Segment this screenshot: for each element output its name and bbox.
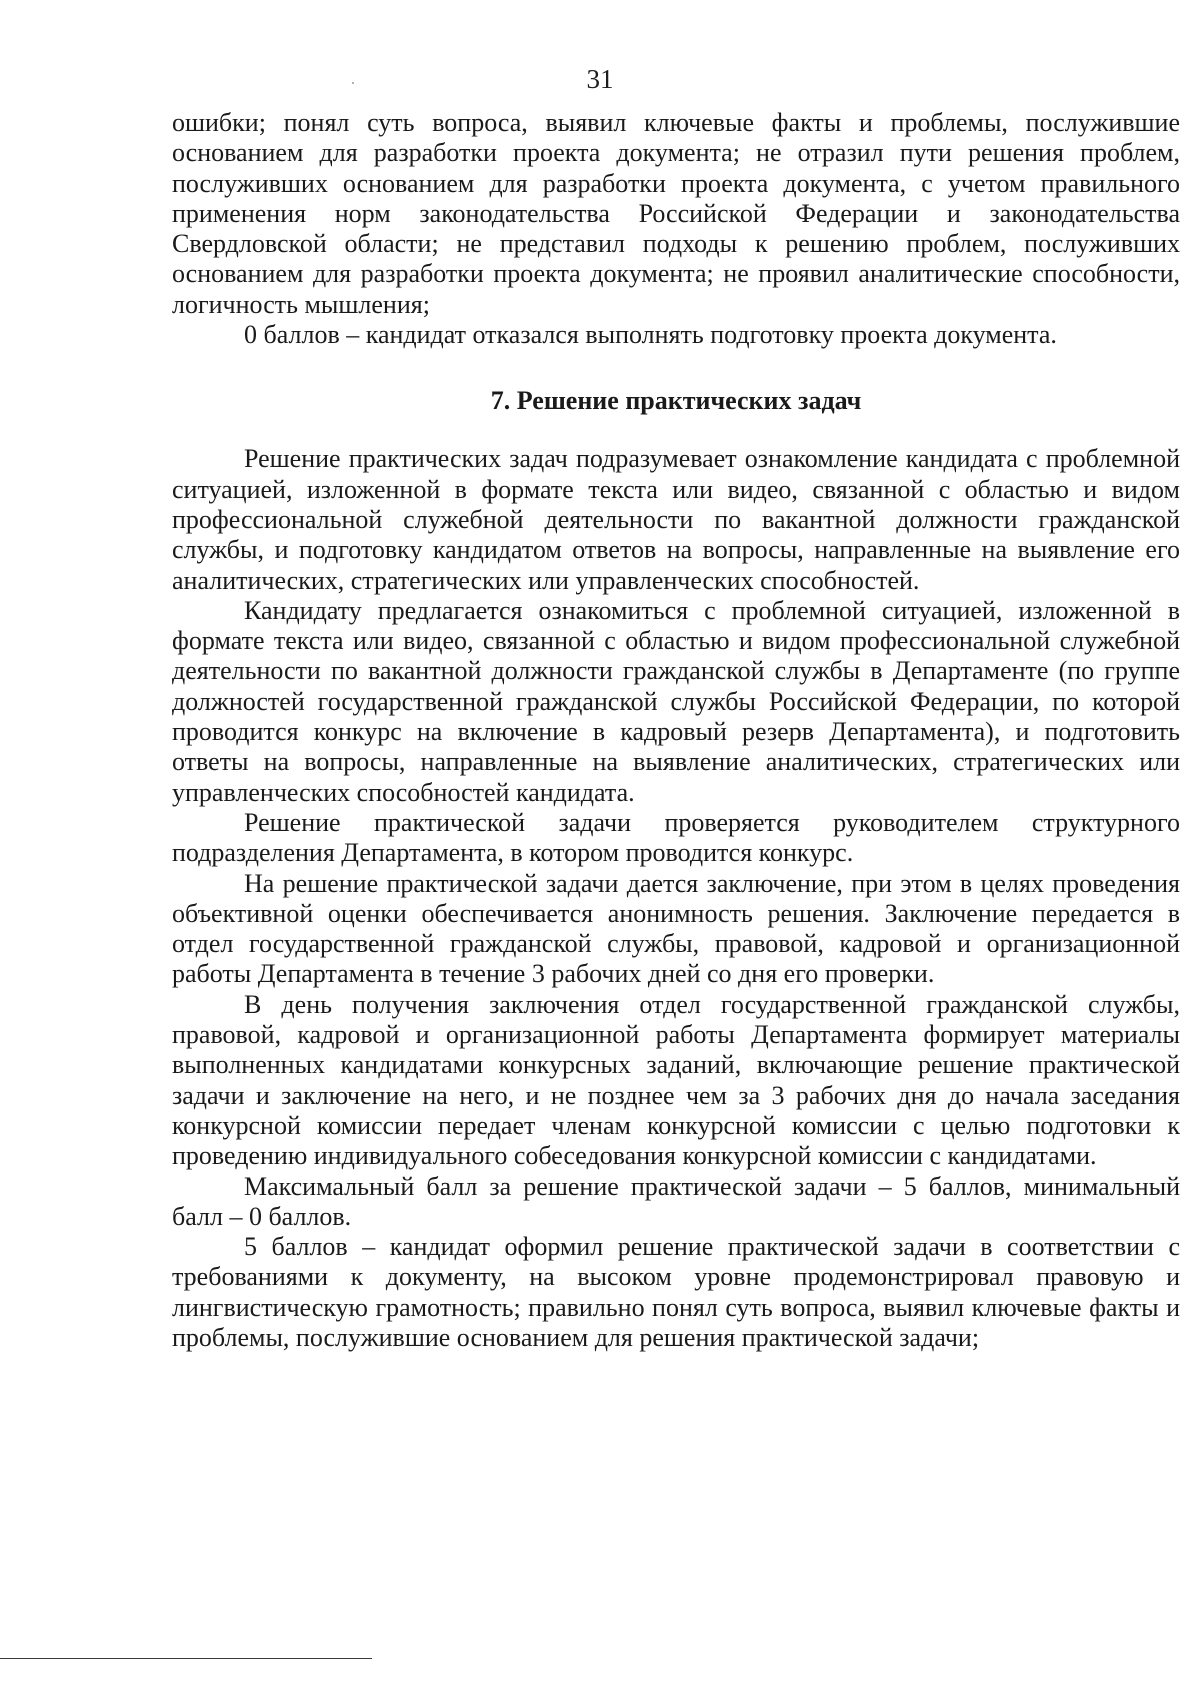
paragraph-five-points: 5 баллов – кандидат оформил решение практической задачи в соответствии с требованиями к документу, на высоком уровне продемонстрировал правовую и лингвистическую грамотность; правильно понял суть вопроса, выявил ключевые факты и проблемы, послужившие основанием для решения практической задачи; <box>172 1232 1180 1352</box>
paragraph-score-range: Максимальный балл за решение практической задачи – 5 баллов, минимальный балл – 0 баллов. <box>172 1171 1180 1231</box>
footer-rule <box>0 1658 372 1659</box>
paragraph-continuation: ошибки; понял суть вопроса, выявил ключевые факты и проблемы, послужившие основанием для разработки проекта документа; не отразил пути решения проблем, послуживших основанием для разработки проекта документа, с учетом правильного применения норм законодательства Российской Федерации и законодательства Свердловской области; не представил подходы к решению проблем, послуживших основанием для разработки проекта документа; не проявил аналитические способности, логичность мышления; <box>172 108 1180 319</box>
paragraph-conclusion: На решение практической задачи дается заключение, при этом в целях проведения объективной оценки обеспечивается анонимность решения. Заключение передается в отдел государственной гражданской службы, правовой, кадровой и организационной работы Департамента в течение 3 рабочих дней со дня его проверки. <box>172 868 1180 989</box>
paragraph-materials: В день получения заключения отдел государственной гражданской службы, правовой, кадровой и организационной работы Департамента формирует материалы выполненных кандидатами конкурсных заданий, включающие решение практической задачи и заключение на него, и не позднее чем за 3 рабочих дня до начала заседания конкурсной комиссии передает членам конкурсной комиссии с целью подготовки к проведению индивидуального собеседования конкурсной комиссии с кандидатами. <box>172 989 1180 1171</box>
page-number: 31 <box>586 64 614 94</box>
document-body <box>172 108 1180 1353</box>
paragraph-definition: Решение практических задач подразумевает ознакомление кандидата с проблемной ситуацией, изложенной в формате текста или видео, связанной с областью и видом профессиональной служебной деятельности по вакантной должности гражданской службы, и подготовку кандидатом ответов на вопросы, направленные на выявление его аналитических, стратегических или управленческих способностей. <box>172 444 1180 595</box>
paragraph-review: Решение практической задачи проверяется руководителем структурного подразделения Департамента, в котором проводится конкурс. <box>172 807 1180 868</box>
paragraph-zero-points: 0 баллов – кандидат отказался выполнять подготовку проекта документа. <box>244 320 1057 350</box>
section-heading: 7. Решение практических задач <box>490 386 862 416</box>
paragraph-candidate-task: Кандидату предлагается ознакомиться с проблемной ситуацией, изложенной в формате текста или видео, связанной с областью и видом профессиональной служебной деятельности по вакантной должности гражданской службы в Департаменте (по группе должностей государственной гражданской службы Российской Федерации, по которой проводится конкурс на включение в кадровый резерв Департамента), и подготовить ответы на вопросы, направленные на выявление аналитических, стратегических или управленческих способностей кандидата. <box>172 595 1180 807</box>
